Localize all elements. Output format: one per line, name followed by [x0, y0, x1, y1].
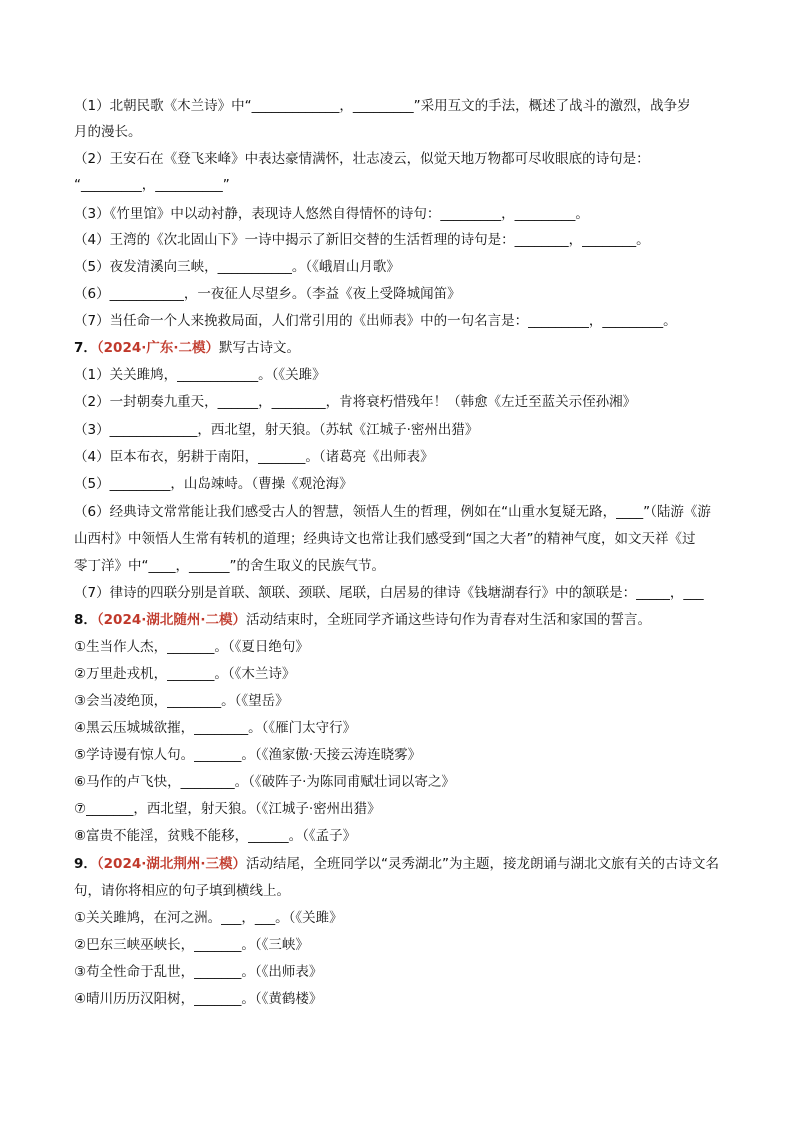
text-line: （1）北朝民歌《木兰诗》中“_____________，_________”采用互文的手法，概述了战斗的激烈，战争岁	[74, 98, 691, 114]
question-prompt: 活动结束时，全班同学齐诵这些诗句作为青春对生活和家国的誓言。	[246, 612, 651, 628]
text-line: ③苟全性命于乱世，_______。（《出师表》	[74, 964, 323, 980]
text-line: （3）_____________，西北望，射天狼。（苏轼《江城子·密州出猎》	[74, 422, 479, 438]
text-line: “_________，__________”	[74, 177, 230, 193]
text-line: ⑤学诗谩有惊人句。_______。（《渔家傲·天接云涛连晓雾》	[74, 747, 422, 763]
text-line: 山西村》中领悟人生常有转机的道理；经典诗文也常让我们感受到“国之大者”的精神气度，如文天祥《过	[74, 531, 696, 547]
text-line: ⑥马作的卢飞快，________。（《破阵子·为陈同甫赋壮词以寄之》	[74, 774, 455, 790]
question-number: 9．	[74, 856, 97, 872]
text-line: 月的漫长。	[74, 124, 142, 140]
question-7-heading	[74, 339, 734, 357]
question-number: 8．	[74, 612, 97, 628]
text-line: ②巴东三峡巫峡长，_______。（《三峡》	[74, 937, 309, 953]
text-line: （2）一封朝奏九重天，______，________，肯将衰朽惜残年！（韩愈《左迁至蓝关示侄孙湘》	[74, 394, 637, 410]
question-8-heading	[74, 611, 734, 629]
question-source: （2024·广东·二模）	[96, 340, 219, 356]
question-prompt: 默写古诗文。	[219, 340, 300, 356]
question-source: （2024·湖北荆州·三模）	[96, 856, 246, 872]
text-line: ③会当凌绝顶，________。（《望岳》	[74, 693, 289, 709]
text-line: （2）王安石在《登飞来峰》中表达豪情满怀，壮志凌云，似觉天地万物都可尽收眼底的诗句是：	[74, 151, 650, 167]
text-line: （3）《竹里馆》中以动衬静，表现诗人悠然自得情怀的诗句：_________，_________。	[74, 206, 589, 222]
text-line: （1）关关雎鸠，____________。（《关雎》	[74, 367, 326, 383]
text-line: （7）律诗的四联分别是首联、颔联、颈联、尾联，白居易的律诗《钱塘湖春行》中的颔联是：_____，___	[74, 585, 704, 601]
text-line: （7）当任命一个人来挽救局面，人们常引用的《出师表》中的一句名言是：_________，_________。	[74, 313, 677, 329]
text-line: ④晴川历历汉阳树，_______。（《黄鹤楼》	[74, 991, 323, 1007]
question-9-heading	[74, 855, 734, 873]
text-line: 零丁洋》中“____，______”的舍生取义的民族气节。	[74, 558, 385, 574]
question-source: （2024·湖北随州·二模）	[96, 612, 246, 628]
text-line: ①生当作人杰，_______。（《夏日绝句》	[74, 639, 309, 655]
text-line: （6）经典诗文常常能让我们感受古人的智慧，领悟人生的哲理，例如在“山重水复疑无路，____”（陆游《游	[74, 504, 711, 520]
text-line: 句，请你将相应的句子填到横线上。	[74, 883, 290, 899]
text-line: （5）_________，山岛竦峙。（曹操《观沧海》	[74, 476, 353, 492]
text-line: （4）臣本布衣，躬耕于南阳，_______。（诸葛亮《出师表》	[74, 449, 434, 465]
question-prompt: 活动结尾，全班同学以“灵秀湖北”为主题，接龙朗诵与湖北文旅有关的古诗文名	[246, 856, 719, 872]
text-line: ⑧富贵不能淫，贫贱不能移，______。（《孟子》	[74, 828, 357, 844]
text-line: （6）___________，一夜征人尽望乡。（李益《夜上受降城闻笛》	[74, 286, 461, 302]
text-line: ⑦_______，西北望，射天狼。（《江城子·密州出猎》	[74, 801, 381, 817]
text-line: ①关关雎鸠，在河之洲。___，___。（《关雎》	[74, 910, 343, 926]
text-line: （4）王湾的《次北固山下》一诗中揭示了新旧交替的生活哲理的诗句是：________，________。	[74, 232, 650, 248]
text-line: （5）夜发清溪向三峡，___________。（《峨眉山月歌》	[74, 259, 400, 275]
text-line: ④黑云压城城欲摧，________。（《雁门太守行》	[74, 720, 357, 736]
question-number: 7．	[74, 340, 97, 356]
text-line: ②万里赴戎机，_______。（《木兰诗》	[74, 666, 296, 682]
